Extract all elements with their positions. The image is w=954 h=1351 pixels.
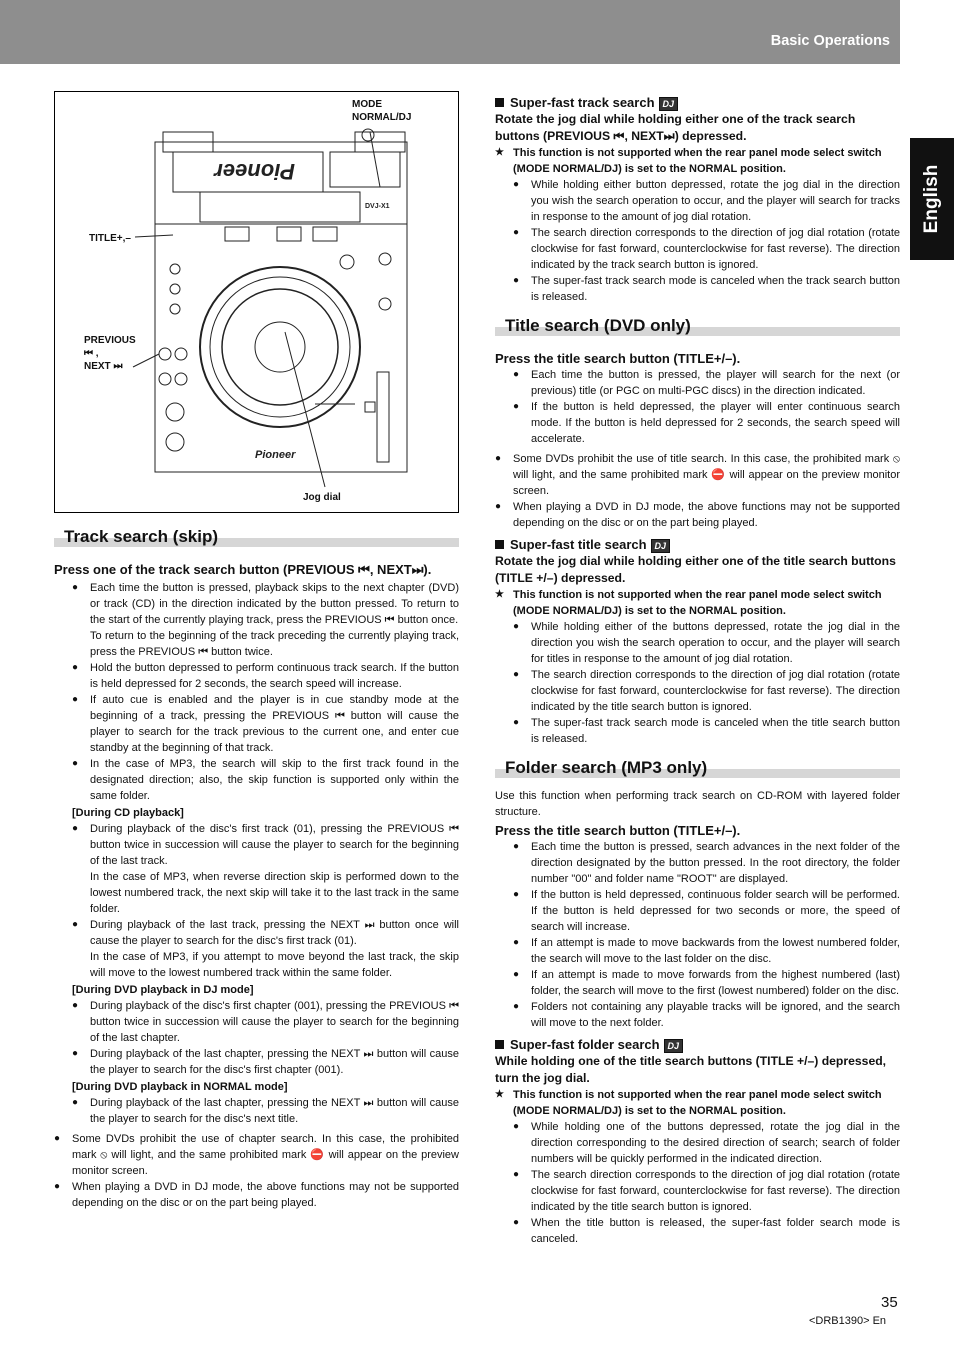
list-item: ● The super-fast track search mode is canceled when the title search button is released.	[495, 715, 900, 747]
dj-icon: DJ	[659, 97, 679, 111]
list-item: ● During playback of the last chapter, pressing the NEXT ⏭ button will cause the player to search for the disc's first chapter (001).	[54, 1046, 459, 1078]
brand-logo: Pioneer	[255, 449, 296, 461]
list-item: ● The search direction corresponds to the direction of jog dial rotation (rotate clockwise for fast forward, counterclockwise for fast reverse). The direction indicated by the track search button is ignored.	[495, 225, 900, 273]
list-item: ● Some DVDs prohibit the use of title search. In this case, the prohibited mark ⦸ will light, and the same prohibited mark ⛔ will appear on the preview monitor screen.	[495, 451, 900, 499]
super-fast-title-list	[495, 619, 900, 747]
page-header-bar	[0, 0, 900, 64]
player-illustration	[55, 92, 458, 512]
track-search-list	[54, 580, 459, 804]
normal-mode-head: [During DVD playback in NORMAL mode]	[72, 1081, 288, 1093]
list-item: ● If the button is held depressed, the player will enter continuous search mode. If the button is held depressed for 2 seconds, the search speed will accelerate.	[495, 399, 900, 447]
list-item: ● If auto cue is enabled and the player is in cue standby mode at the beginning of a track, pressing the PREVIOUS ⏮ button will cause the player to search for the track previous to the current one, and enter cue standby at the beginning of that track.	[54, 692, 459, 756]
super-fast-title-lead: Rotate the jog dial while holding either one of the title search buttons (TITLE +/–) depressed.	[495, 554, 896, 585]
notes-list	[54, 1131, 459, 1211]
list-item: ● Hold the button depressed to perform continuous track search. If the button is held depressed for 2 seconds, the search speed will increase.	[54, 660, 459, 692]
super-fast-folder-list	[495, 1119, 900, 1247]
player-figure	[54, 91, 459, 513]
brand-logo-mirrored: Pioneer	[214, 159, 295, 184]
list-item: ● While holding either button depressed, rotate the jog dial in the direction you wish the search operation to occur, and the player will search for tracks in response to the amount of jog dial rotation.	[495, 177, 900, 225]
list-item: ● During playback of the last chapter, pressing the NEXT ⏭ button will cause the player to search for the disc's next title.	[54, 1095, 459, 1127]
language-label: English	[921, 164, 942, 234]
list-item: ● During playback of the disc's first track (01), pressing the PREVIOUS ⏮ button twice in succession will cause the player to search for the beginning of the last track. In the case of MP3, when reverse direction skip is performed down to the lowest numbered track, the next skip will take it to the last track in the same folder.	[54, 821, 459, 917]
list-item: ● Folders not containing any playable tracks will be ignored, and the search will move to the next folder.	[495, 999, 900, 1031]
list-item: ● When playing a DVD in DJ mode, the above functions may not be supported depending on the disc or on the part being played.	[495, 499, 900, 531]
folder-search-intro: Use this function when performing track search on CD-ROM with layered folder structure.	[495, 790, 900, 818]
label-previous: PREVIOUS ⏮ , NEXT ⏭	[84, 335, 136, 372]
section-folder-search	[495, 757, 900, 778]
heading-super-fast-folder: Super-fast folder search DJ	[495, 1036, 900, 1053]
folder-search-lead: Press the title search button (TITLE+/–).	[495, 823, 741, 838]
dj-mode-head: [During DVD playback in DJ mode]	[72, 984, 254, 996]
cd-list	[54, 821, 459, 981]
title-search-list	[495, 367, 900, 447]
normal-list	[54, 1095, 459, 1127]
list-item: ● The super-fast track search mode is canceled when the track search button is released.	[495, 273, 900, 305]
language-tab	[910, 138, 954, 260]
note-star: ★ This function is not supported when the rear panel mode select switch (MODE NORMAL/DJ) is set to the NORMAL position.	[495, 145, 900, 177]
label-title: TITLE+,–	[89, 233, 131, 244]
super-fast-folder-lead: While holding one of the title search buttons (TITLE +/–) depressed, turn the jog dial.	[495, 1054, 887, 1085]
list-item: ● If an attempt is made to move backwards from the lowest numbered folder, the search will move to the last folder on the disc.	[495, 935, 900, 967]
page-number: 35	[881, 1294, 898, 1311]
list-item: ● If the button is held depressed, continuous folder search will be performed. If the button is held depressed for two seconds or more, the speed of search will increase.	[495, 887, 900, 935]
super-fast-track-lead: Rotate the jog dial while holding either one of the track search buttons (PREVIOUS ⏮, NEXT⏭) depressed.	[495, 112, 856, 143]
list-item: ● The search direction corresponds to the direction of jog dial rotation (rotate clockwise for fast forward, counterclockwise for fast reverse). The direction indicated by the title search button is ignored.	[495, 667, 900, 715]
section-title-search	[495, 315, 900, 336]
heading-super-fast-track: Super-fast track search DJ	[495, 94, 900, 111]
list-item: ● Each time the button is pressed, the player will search for the next (or previous) title (or PGC on multi-PGC discs) in the direction indicated.	[495, 367, 900, 399]
track-search-lead: Press one of the track search button (PREVIOUS ⏮, NEXT⏭).	[54, 562, 432, 577]
list-item: ● While holding one of the buttons depressed, rotate the jog dial in the direction corresponding to the desired direction of search; search of folder numbers will be quickly performed in the indicated direction.	[495, 1119, 900, 1167]
list-item: ● While holding either of the buttons depressed, rotate the jog dial in the direction you wish the search operation to occur, and the player will search for titles in response to the amount of jog dial rotation.	[495, 619, 900, 667]
heading-track-search: Track search (skip)	[64, 527, 219, 546]
document-code: <DRB1390> En	[809, 1315, 887, 1327]
section-title: Basic Operations	[770, 33, 890, 49]
section-track-search	[54, 526, 459, 547]
list-item: ● If an attempt is made to move forwards from the highest numbered (last) folder, the search will move to the first (lowest numbered) folder on the disc.	[495, 967, 900, 999]
list-item: ● In the case of MP3, the search will skip to the first track found in the designated direction; also, the skip function is supported only within the same folder.	[54, 756, 459, 804]
title-search-lead: Press the title search button (TITLE+/–).	[495, 351, 741, 366]
model-badge: DVJ-X1	[365, 203, 390, 210]
list-item: ● When playing a DVD in DJ mode, the above functions may not be supported depending on the disc or on the part being played.	[54, 1179, 459, 1211]
dj-list	[54, 998, 459, 1078]
list-item: ● When the title button is released, the super-fast folder search mode is canceled.	[495, 1215, 900, 1247]
heading-super-fast-title: Super-fast title search DJ	[495, 536, 900, 553]
right-column	[495, 89, 900, 1247]
list-item: ● The search direction corresponds to the direction of jog dial rotation (rotate clockwise for fast forward, counterclockwise for fast reverse). The direction indicated by the title search button is ignored.	[495, 1167, 900, 1215]
heading-title-search: Title search (DVD only)	[505, 316, 691, 335]
list-item: ● Each time the button is pressed, search advances in the next folder of the direction designated by the button pressed. In the root directory, the folder number "00" and folder name "ROOT" are displayed.	[495, 839, 900, 887]
dj-icon: DJ	[664, 1039, 684, 1053]
title-notes-list	[495, 451, 900, 531]
list-item: ● Some DVDs prohibit the use of chapter search. In this case, the prohibited mark ⦸ will light, and the same prohibited mark ⛔ will appear on the preview monitor screen.	[54, 1131, 459, 1179]
folder-search-list	[495, 839, 900, 1031]
label-mode: MODE NORMAL/DJ	[352, 99, 412, 123]
cd-playback-head: [During CD playback]	[72, 807, 184, 819]
list-item: ● During playback of the last track, pressing the NEXT ⏭ button once will cause the player to search for the disc's first track (01). In the case of MP3, if you attempt to move beyond the last track, the skip will move to the lowest numbered track within the same folder.	[54, 917, 459, 981]
list-item: ● Each time the button is pressed, playback skips to the next chapter (DVD) or track (CD) in the direction indicated by the button pressed. To return to the start of the currently playing track, press the PREVIOUS ⏮ button once. To return to the beginning of the track preceding the currently playing track, press the PREVIOUS ⏮ button twice.	[54, 580, 459, 660]
label-jog-dial: Jog dial	[303, 492, 341, 503]
list-item: ● During playback of the disc's first chapter (001), pressing the PREVIOUS ⏮ button twice in succession will cause the player to search for the beginning of the last chapter.	[54, 998, 459, 1046]
note-star: ★ This function is not supported when the rear panel mode select switch (MODE NORMAL/DJ) is set to the NORMAL position.	[495, 587, 900, 619]
heading-folder-search: Folder search (MP3 only)	[505, 758, 708, 777]
dj-icon: DJ	[651, 539, 671, 553]
super-fast-track-list	[495, 177, 900, 305]
left-column	[54, 526, 459, 1211]
note-star: ★ This function is not supported when the rear panel mode select switch (MODE NORMAL/DJ) is set to the NORMAL position.	[495, 1087, 900, 1119]
